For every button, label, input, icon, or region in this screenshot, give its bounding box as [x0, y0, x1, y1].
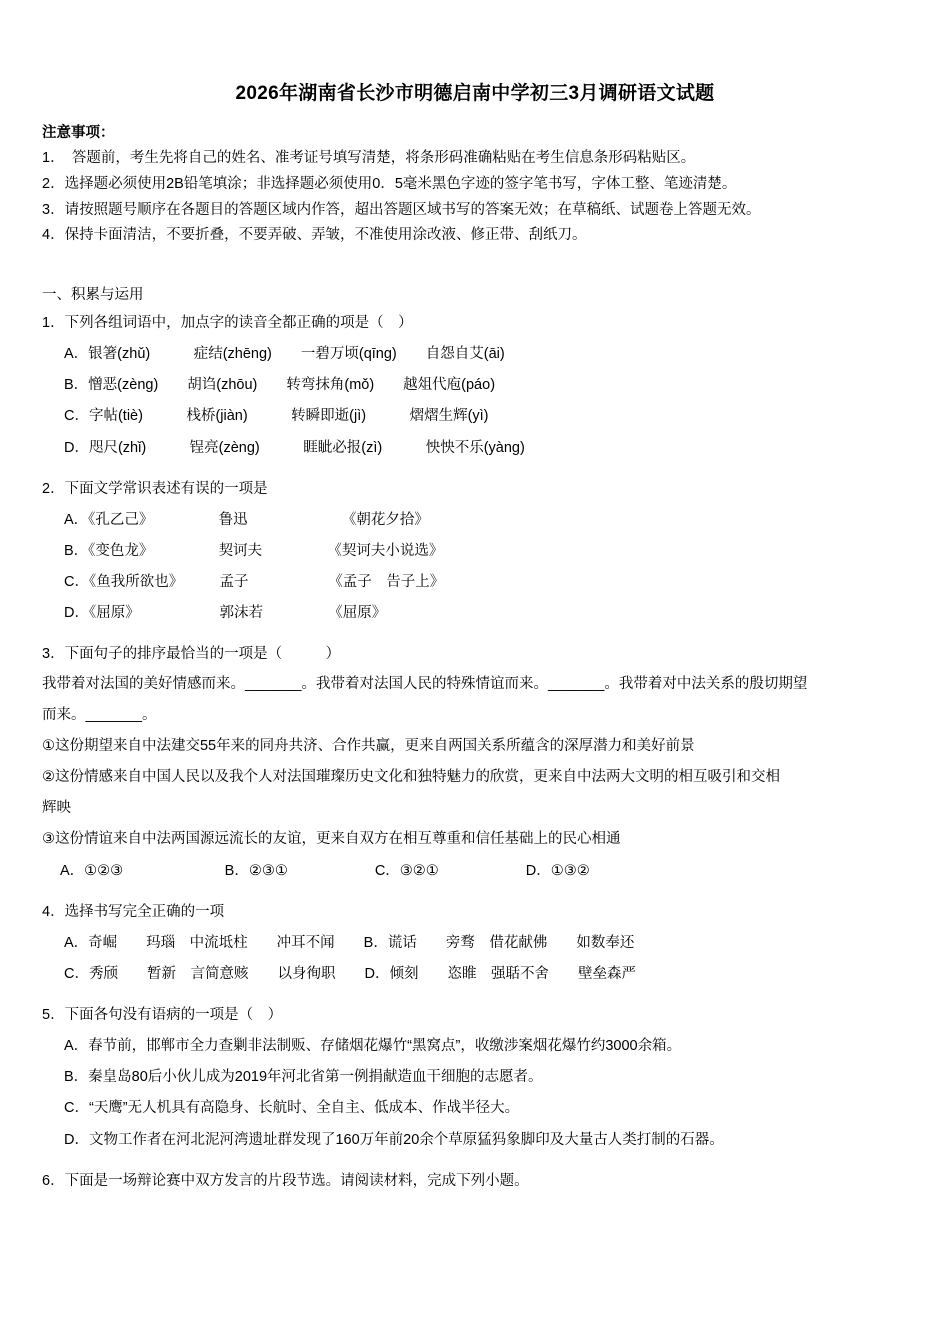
question-2-number: 2． — [42, 480, 65, 497]
question-5-text: 下面各句没有语病的一项是（ ） — [64, 1007, 283, 1024]
question-5-stem — [42, 1002, 908, 1029]
question-1-number: 1． — [42, 315, 65, 332]
question-2-option-d: D．《屈原》 郭沫若 《屈原》 — [64, 605, 387, 622]
question-1-option-d: D．咫尺(zhǐ) 锃亮(zèng) 睚眦必报(zì) 怏怏不乐(yàng) — [64, 439, 525, 456]
question-3-item-2-cont: 辉映 — [42, 800, 71, 816]
question-5-option-d: D．文物工作者在河北泥河湾遗址群发现了160万年前20余个草原猛犸象脚印及大量古人类打制的石器。 — [64, 1131, 724, 1148]
question-3-number: 3． — [42, 646, 65, 663]
question-1-option-b: B．憎恶(zèng) 胡诌(zhōu) 转弯抹角(mǒ) 越俎代庖(páo) — [64, 377, 496, 394]
question-5-number: 5． — [42, 1007, 65, 1024]
question-3-item-1: ①这份期望来自中法建交55年来的同舟共济、合作共赢，更来自两国关系所蕴含的深厚潜力和美好前景 — [42, 738, 695, 754]
question-3-stem — [42, 641, 908, 668]
question-4-option-row-1: A．奇崛 玛瑙 中流坻柱 冲耳不闻 B．谎话 旁骛 借花献佛 如数奉还 — [64, 934, 635, 951]
notice-line-4: 4．保持卡面清洁，不要折叠，不要弄破、弄皱，不准使用涂改液、修正带、刮纸刀。 — [42, 227, 587, 244]
question-4-number: 4． — [42, 904, 65, 921]
question-1-option-c: C．字帖(tiè) 栈桥(jiàn) 转瞬即逝(jì) 熠熠生辉(yì) — [64, 408, 489, 425]
notice-line-3: 3．请按照题号顺序在各题目的答题区域内作答，超出答题区域书写的答案无效；在草稿纸、试题卷上答题无效。 — [42, 201, 761, 218]
question-3-passage-line-2: 而来。_______。 — [42, 707, 157, 723]
question-2-text: 下面文学常识表述有误的一项是 — [64, 480, 268, 497]
question-3-item-2: ②这份情感来自中国人民以及我个人对法国璀璨历史文化和独特魅力的欣赏，更来自中法两大文明的相互吸引和交相 — [42, 769, 780, 785]
question-2-option-a: A．《孔乙己》 鲁迅 《朝花夕拾》 — [64, 511, 429, 528]
question-2-option-c: C．《鱼我所欲也》 孟子 《孟子 告子上》 — [64, 573, 445, 590]
question-1-option-a: A．银箸(zhǔ) 症结(zhēng) 一碧万顷(qīng) 自怨自艾(āi) — [64, 346, 505, 362]
section-heading: 一、积累与运用 — [42, 287, 144, 304]
question-3-text: 下面句子的排序最恰当的一项是（ ） — [64, 646, 341, 663]
question-3-passage-line-1: 我带着对法国的美好情感而来。_______。我带着对法国人民的特殊情谊而来。_______。我带着对中法关系的殷切期望 — [42, 676, 808, 692]
question-1-stem — [42, 310, 908, 337]
question-4-option-row-2: C．秀颀 暂新 言简意赅 以身徇职 D．倾刻 恣睢 强聒不舍 壁垒森严 — [64, 966, 636, 983]
question-5-option-a: A．春节前，邯郸市全力查剿非法制贩、存储烟花爆竹“黑窝点”，收缴涉案烟花爆竹约3000余箱。 — [64, 1038, 682, 1055]
question-5-option-b: B．秦皇岛80后小伙儿成为2019年河北省第一例捐献造血干细胞的志愿者。 — [64, 1069, 543, 1086]
notice-line-1: 1． 答题前，考生先将自己的姓名、准考证号填写清楚，将条形码准确粘贴在考生信息条形码粘贴区。 — [42, 150, 696, 166]
question-6-stem — [42, 1168, 908, 1195]
page-title: 2026年湖南省长沙市明德启南中学初三3月调研语文试题 — [235, 83, 715, 104]
question-6-text: 下面是一场辩论赛中双方发言的片段节选。请阅读材料，完成下列小题。 — [64, 1172, 529, 1189]
question-3-item-3: ③这份情谊来自中法两国源远流长的友谊，更来自双方在相互尊重和信任基础上的民心相通 — [42, 831, 621, 847]
question-2-stem — [42, 476, 908, 503]
question-3-options: A．①②③ B．②③① C．③②① D．①③② — [60, 863, 590, 879]
notice-line-2: 2．选择题必须使用2B铅笔填涂；非选择题必须使用0．5毫米黑色字迹的签字笔书写，字体工整、笔迹清楚。 — [42, 175, 737, 192]
question-6-number: 6． — [42, 1172, 65, 1189]
question-1-text: 下列各组词语中，加点字的读音全都正确的项是（ ） — [64, 315, 413, 332]
notice-heading: 注意事项： — [42, 125, 115, 141]
question-2-option-b: B．《变色龙》 契诃夫 《契诃夫小说选》 — [64, 542, 444, 559]
question-4-text: 选择书写完全正确的一项 — [64, 904, 225, 921]
question-4-stem — [42, 899, 908, 926]
question-5-option-c: C．“天鹰”无人机具有高隐身、长航时、全自主、低成本、作战半径大。 — [64, 1100, 520, 1117]
